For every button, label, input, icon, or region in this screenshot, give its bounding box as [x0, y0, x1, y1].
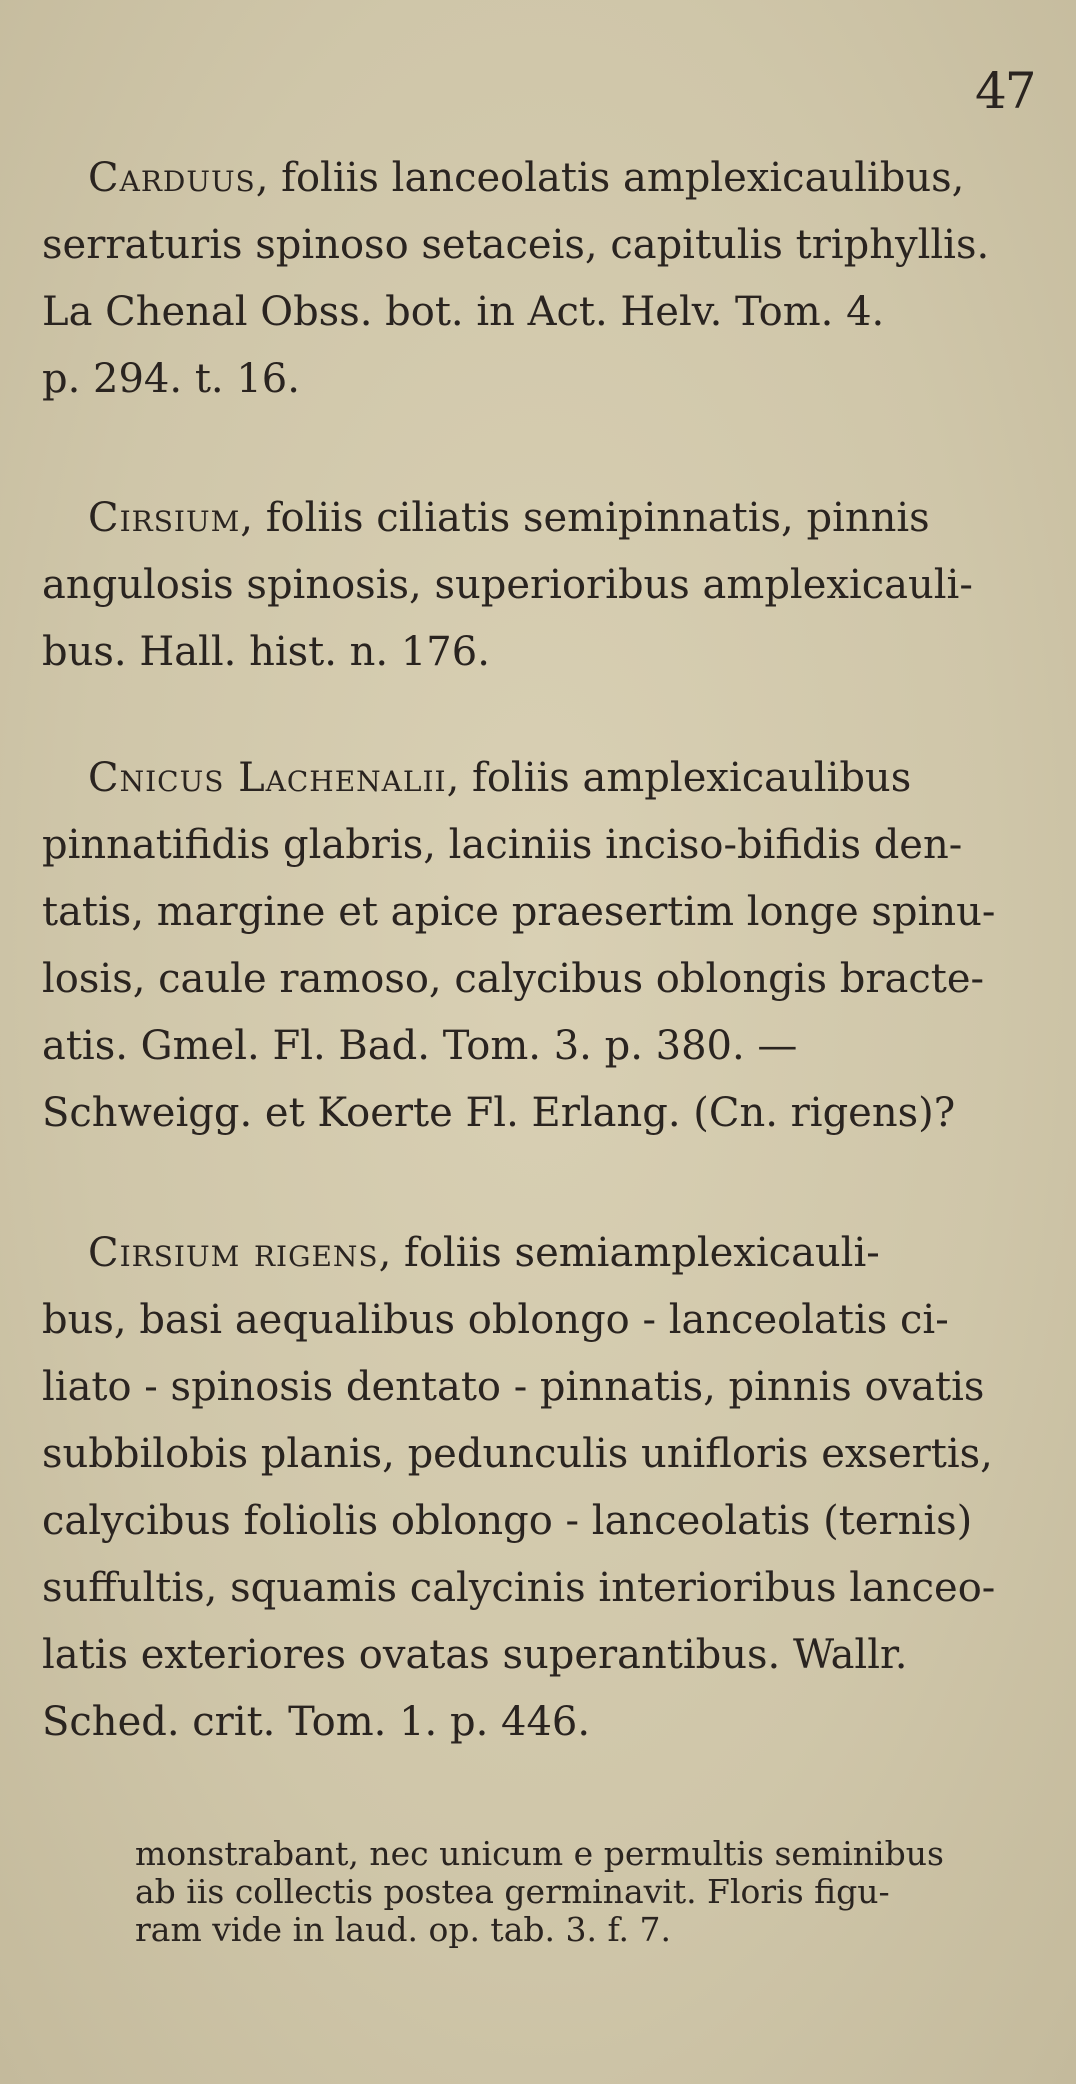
entry-line: bus. Hall. hist. n. 176. — [42, 629, 490, 675]
entry-line: calycibus foliolis oblongo - lanceolatis (ternis) — [42, 1498, 973, 1544]
entry-line: bus, basi aequalibus oblongo - lanceolatis ci- — [42, 1297, 949, 1343]
entry-carduus — [42, 145, 1042, 413]
species-name: Carduus — [88, 155, 256, 201]
entry-line: latis exteriores ovatas superantibus. Wallr. — [42, 1632, 908, 1678]
footnote — [135, 1835, 1035, 1949]
entry-line: liato - spinosis dentato - pinnatis, pinnis ovatis — [42, 1364, 985, 1410]
entry-cirsium-rigens — [42, 1220, 1042, 1756]
entry-line: tatis, margine et apice praesertim longe spinu- — [42, 889, 996, 935]
page-number: 47 — [975, 62, 1035, 120]
footnote-line: ram vide in laud. op. tab. 3. f. 7. — [135, 1910, 671, 1949]
entry-line: serraturis spinoso setaceis, capitulis triphyllis. — [42, 222, 990, 268]
entry-line: atis. Gmel. Fl. Bad. Tom. 3. p. 380. — — [42, 1023, 798, 1069]
entry-first-line — [42, 1220, 1042, 1287]
entry-line: Sched. crit. Tom. 1. p. 446. — [42, 1699, 591, 1745]
entry-line: , foliis amplexicaulibus — [446, 755, 912, 801]
entry-line: Schweigg. et Koerte Fl. Erlang. (Cn. rigens)? — [42, 1090, 956, 1136]
entry-first-line — [42, 485, 1042, 552]
entry-line: La Chenal Obss. bot. in Act. Helv. Tom. 4. — [42, 289, 885, 335]
entry-line: suffultis, squamis calycinis interioribus lanceo- — [42, 1565, 996, 1611]
entry-line: p. 294. t. 16. — [42, 356, 300, 402]
entry-line: , foliis ciliatis semipinnatis, pinnis — [240, 495, 930, 541]
footnote-line: monstrabant, nec unicum e permultis seminibus — [135, 1834, 944, 1873]
entry-cirsium — [42, 485, 1042, 686]
entry-first-line — [42, 145, 1042, 212]
entry-line: subbilobis planis, pedunculis unifloris exsertis, — [42, 1431, 993, 1477]
species-name: Cirsium — [88, 495, 241, 541]
entry-first-line — [42, 745, 1042, 812]
entry-cnicus-lachenalii — [42, 745, 1042, 1147]
species-name: Cirsium rigens — [88, 1230, 379, 1276]
entry-line: , foliis semiamplexicauli- — [378, 1230, 880, 1276]
entry-line: pinnatifidis glabris, laciniis inciso-bifidis den- — [42, 822, 963, 868]
entry-line: losis, caule ramoso, calycibus oblongis bracte- — [42, 956, 985, 1002]
species-name: Cnicus Lachenalii — [88, 755, 447, 801]
entry-line: angulosis spinosis, superioribus amplexicauli- — [42, 562, 973, 608]
footnote-line: ab iis collectis postea germinavit. Floris figu- — [135, 1872, 890, 1911]
entry-line: , foliis lanceolatis amplexicaulibus, — [255, 155, 965, 201]
